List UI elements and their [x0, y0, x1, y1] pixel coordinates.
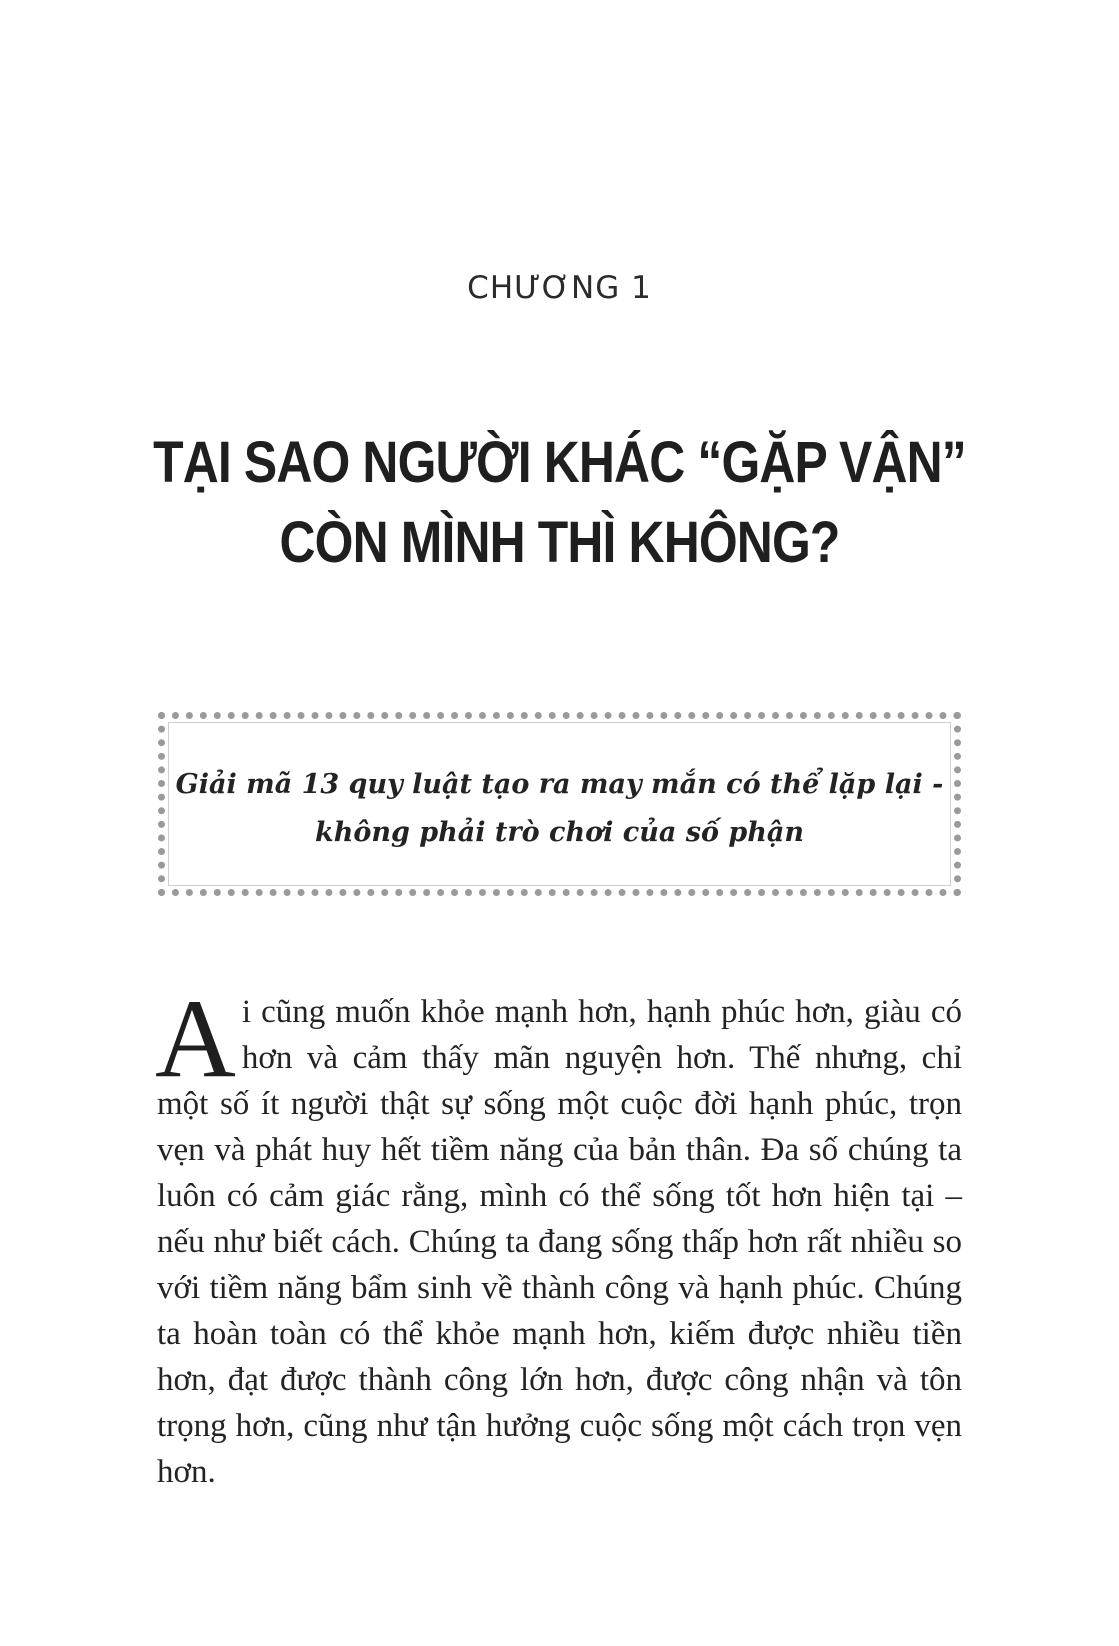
body-paragraph [155, 977, 962, 1495]
chapter-title-line-1: TẠI SAO NGƯỜI KHÁC “GẶP VẬN” [153, 430, 966, 495]
chapter-title-line-2: CÒN MÌNH THÌ KHÔNG? [279, 510, 840, 575]
chapter-label: CHƯƠNG 1 [467, 270, 652, 306]
drop-cap: A [155, 977, 236, 1101]
subtitle-line-1: Giải mã 13 quy luật tạo ra may mắn có thể lặp lại - [175, 769, 944, 800]
body-paragraph-text: i cũng muốn khỏe mạnh hơn, hạnh phúc hơn, giàu có hơn và cảm thấy mãn nguyện hơn. Thế nhưng, chỉ một số ít người thật sự sống một cuộc đời hạnh phúc, trọn vẹn và phát huy hết tiềm năng của bản thân. Đa số chúng ta luôn có cảm giác rằng, mình có thể sống tốt hơn hiện tại – nếu như biết cách. Chúng ta đang sống thấp hơn rất nhiều so với tiềm năng bẩm sinh về thành công và hạnh phúc. Chúng ta hoàn toàn có thể khỏe mạnh hơn, kiếm được nhiều tiền hơn, đạt được thành công lớn hơn, được công nhận và tôn trọng hơn, cũng như tận hưởng cuộc sống một cách trọn vẹn hơn. [157, 994, 962, 1490]
subtitle-line-2: không phải trò chơi của số phận [315, 817, 804, 848]
subtitle-text [165, 761, 954, 857]
subtitle-box [158, 712, 961, 896]
chapter-title [78, 423, 1040, 583]
